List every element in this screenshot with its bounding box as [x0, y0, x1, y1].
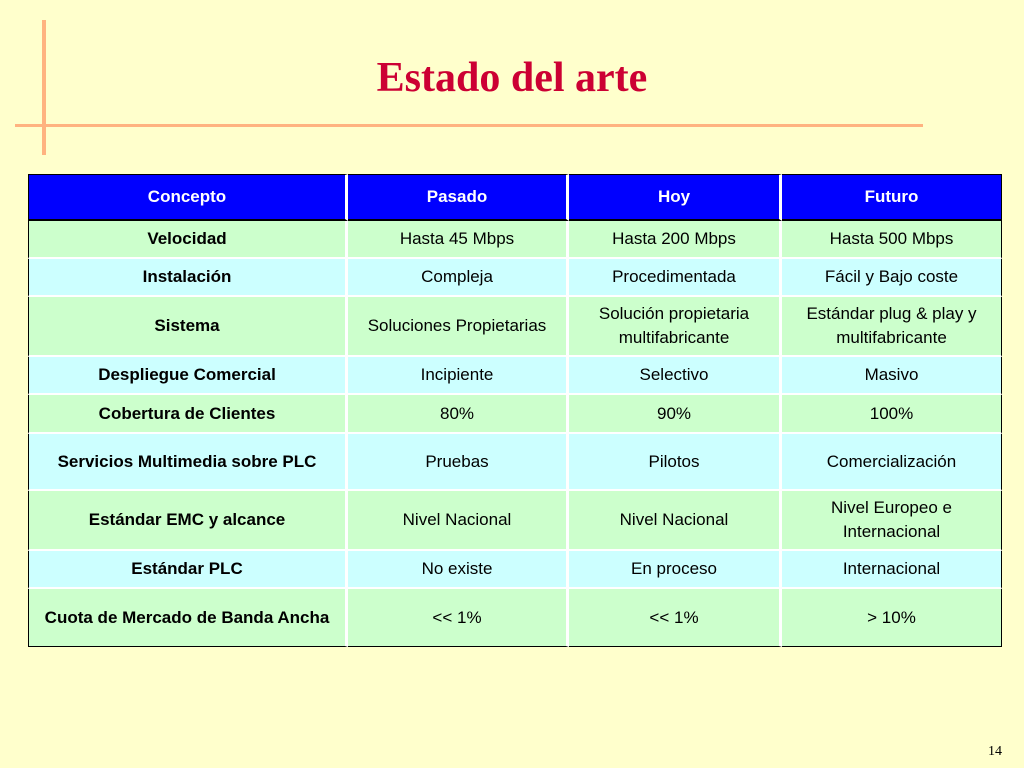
row-concept: Estándar PLC — [28, 551, 348, 589]
table-row — [28, 491, 1002, 551]
cell-pasado: Incipiente — [348, 357, 569, 395]
cell-futuro: Hasta 500 Mbps — [782, 221, 1002, 259]
cell-futuro: Comercialización — [782, 434, 1002, 491]
cell-hoy: 90% — [569, 395, 782, 434]
cell-hoy: Nivel Nacional — [569, 491, 782, 551]
table-row — [28, 551, 1002, 589]
cell-pasado: Hasta 45 Mbps — [348, 221, 569, 259]
cell-futuro: Masivo — [782, 357, 1002, 395]
cell-futuro: Fácil y Bajo coste — [782, 259, 1002, 297]
cell-hoy: Pilotos — [569, 434, 782, 491]
cell-futuro: 100% — [782, 395, 1002, 434]
cell-pasado: Compleja — [348, 259, 569, 297]
table-row — [28, 395, 1002, 434]
cell-futuro: Estándar plug & play y multifabricante — [782, 297, 1002, 357]
row-concept: Velocidad — [28, 221, 348, 259]
cell-hoy: Hasta 200 Mbps — [569, 221, 782, 259]
cell-pasado: Nivel Nacional — [348, 491, 569, 551]
cell-pasado: Soluciones Propietarias — [348, 297, 569, 357]
cell-pasado: 80% — [348, 395, 569, 434]
decorative-horizontal-line — [15, 124, 923, 127]
row-concept: Despliegue Comercial — [28, 357, 348, 395]
cell-pasado: Pruebas — [348, 434, 569, 491]
table-row — [28, 589, 1002, 647]
header-concepto: Concepto — [28, 174, 348, 221]
row-concept: Estándar EMC y alcance — [28, 491, 348, 551]
row-concept: Instalación — [28, 259, 348, 297]
cell-futuro: > 10% — [782, 589, 1002, 647]
row-concept: Sistema — [28, 297, 348, 357]
header-pasado: Pasado — [348, 174, 569, 221]
cell-futuro: Nivel Europeo e Internacional — [782, 491, 1002, 551]
comparison-table — [28, 174, 1002, 647]
table-row — [28, 297, 1002, 357]
cell-pasado: << 1% — [348, 589, 569, 647]
cell-futuro: Internacional — [782, 551, 1002, 589]
table-row — [28, 259, 1002, 297]
cell-hoy: << 1% — [569, 589, 782, 647]
row-concept: Cuota de Mercado de Banda Ancha — [28, 589, 348, 647]
page-number: 14 — [988, 744, 1002, 759]
cell-hoy: Procedimentada — [569, 259, 782, 297]
row-concept: Servicios Multimedia sobre PLC — [28, 434, 348, 491]
cell-hoy: Selectivo — [569, 357, 782, 395]
table-row — [28, 221, 1002, 259]
header-hoy: Hoy — [569, 174, 782, 221]
cell-hoy: En proceso — [569, 551, 782, 589]
cell-pasado: No existe — [348, 551, 569, 589]
row-concept: Cobertura de Clientes — [28, 395, 348, 434]
cell-hoy: Solución propietaria multifabricante — [569, 297, 782, 357]
header-futuro: Futuro — [782, 174, 1002, 221]
table-row — [28, 434, 1002, 491]
table-row — [28, 357, 1002, 395]
slide-title: Estado del arte — [376, 55, 648, 101]
table-header-row — [28, 174, 1002, 221]
